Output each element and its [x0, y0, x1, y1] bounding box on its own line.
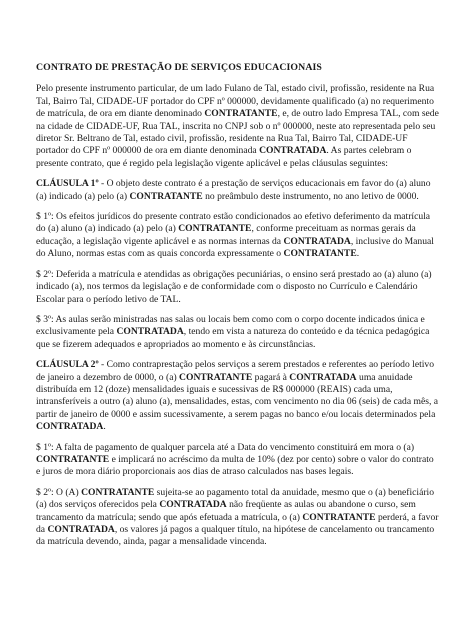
c2p2-bold-3: CONTRATANTE	[302, 511, 376, 523]
clause-1-paragraph-3	[36, 314, 440, 351]
clause-1-bold-contratante: CONTRATANTE	[129, 190, 203, 202]
c2p1-text-2: e implicará no acréscimo da multa de 10% (dez por cento) sobre o valor do contrato e juros de mora diário proporcionais aos dias de atraso calculados nas bases legais.	[36, 453, 434, 478]
c2p2-bold-1: CONTRATANTE	[81, 486, 155, 498]
clause-2-bold-3: CONTRATADA	[36, 421, 104, 433]
c1p1-text-1: $ 1º: Os efeitos jurídicos do presente contrato estão condicionados ao efetivo deferimento da matrícula do (a) aluno (a) indicado (a) pelo (a)	[36, 211, 431, 235]
clause-2-bold-2: CONTRATADA	[289, 371, 357, 383]
intro-paragraph	[36, 83, 440, 170]
clause-1-text-2: no preâmbulo deste instrumento, no ano letivo de 0000.	[202, 190, 419, 202]
c2p2-text-2: sujeita-se ao pagamento total da anuidade, mesmo que o (a) beneficiário (a) dos serviços oferecidos pela	[36, 486, 434, 511]
intro-bold-contratada: CONTRATADA	[259, 145, 327, 157]
c2p1-bold-1: CONTRATANTE	[36, 453, 110, 465]
c2p2-text-3: não freqüente as aulas ou abandone o curso, sem trancamento da matrícula; sendo que após efetuada a matrícula, o (a)	[36, 499, 416, 523]
clause-2-paragraph-2	[36, 487, 440, 549]
document-title: CONTRATO DE PRESTAÇÃO DE SERVIÇOS EDUCACIONAIS	[36, 62, 322, 73]
c1p1-bold-3: CONTRATANTE	[283, 248, 357, 260]
clause-2-paragraph	[36, 359, 440, 433]
clause-1-text-1: - O objeto deste contrato é a prestação de serviços educacionais em favor do (a) aluno (a) indicado (a) pelo (a)	[36, 178, 431, 202]
clause-2-text-4: .	[103, 421, 106, 433]
c2p2-text-4: perderá, a favor da	[36, 511, 439, 535]
c2p2-bold-2: CONTRATADA	[159, 499, 227, 511]
c1p1-text-4: .	[356, 248, 360, 260]
c1p2-text-1: $ 2º: Deferida a matrícula e atendidas as obrigações pecuniárias, o ensino será prestado ao (a) aluno (a) indicado (a), nos termos da legislação e de conformidade com o disposto no Currículo e Calendário Escolar para o período letivo de TAL.	[36, 268, 432, 305]
c1p1-bold-1: CONTRATANTE	[178, 223, 252, 235]
c2p2-text-1: $ 2º: O (A)	[36, 486, 82, 498]
clause-1-paragraph	[36, 178, 440, 203]
clause-2-text-1: - Como contraprestação pelos serviços a serem prestados e referentes ao período letivo de janeiro a dezembro de 0000, o (a)	[36, 359, 434, 383]
intro-text-2: , e, de outro lado Empresa TAL, com sede na cidade de CIDADE-UF, Rua TAL, inscrita no CNPJ sob o nº 000000, neste ato representada pelo seu diretor Sr. Beltrano de Tal, estado civil, profissão, residente na Rua Tal, Bairro Tal, CIDADE-UF portador do CPF nº 000000 de ora em diante denominada	[36, 108, 439, 157]
c2p2-text-5: , os valores já pagos a qualquer título, na hipótese de cancelamento ou trancamento da matrícula devendo, ainda, pagar a mensalidade vincenda.	[36, 524, 435, 548]
clause-2-heading: CLÁUSULA 2º	[36, 359, 99, 371]
c1p3-text-2: , tendo em vista a natureza do conteúdo e da técnica pedagógica que se fizerem adequados e apropriados ao momento e às circunstâncias.	[36, 326, 430, 350]
intro-text-1: Pelo presente instrumento particular, de um lado Fulano de Tal, estado civil, profissão, residente na Rua Tal, Bairro Tal, CIDADE-UF portador do CPF nº 000000, devidamente qualificado (a) no requerimento de matrícula, de ora em diante denominado	[36, 83, 435, 120]
clause-2-paragraph-1	[36, 442, 440, 479]
clause-2-bold-1: CONTRATANTE	[179, 371, 253, 383]
clause-1-paragraph-2	[36, 269, 440, 306]
clause-2-text-3: uma anuidade distribuída em 12 (doze) mensalidades iguais e sucessivas de R$ 000000 (REAIS) cada uma, intransferíveis a outro (a) aluno (a), mensalidades, estas, com vencimento no dia 06 (seis) de cada mês, a partir de janeiro de 0000 e assim sucessivamente, a serem pagas no banco e/ou locais determinados pela	[36, 371, 438, 420]
intro-bold-contratante: CONTRATANTE	[204, 108, 278, 120]
clause-1-paragraph-1	[36, 211, 440, 261]
c1p3-bold-1: CONTRATADA	[116, 326, 184, 338]
c1p1-text-2: , conforme preceituam as normas gerais da educação, a legislação vigente aplicável e as normas internas da	[36, 223, 416, 247]
intro-text-3: . As partes celebram o presente contrato, que é regido pela legislação vigente aplicável e pelas cláusulas seguintes:	[36, 145, 412, 169]
c2p2-bold-4: CONTRATADA	[47, 524, 115, 535]
c2p1-text-1: $ 1º: A falta de pagamento de qualquer parcela até a Data do vencimento constituirá em mora o (a)	[36, 441, 415, 453]
c1p3-text-1: $ 3º: As aulas serão ministradas nas salas ou locais bem como com o corpo docente indicados única e exclusivamente pela	[36, 313, 425, 338]
clause-1-heading: CLÁUSULA 1º	[36, 178, 99, 190]
c1p1-bold-2: CONTRATADA	[283, 235, 351, 247]
c1p1-text-3: , inclusive do Manual do Aluno, normas estas com as quais concorda expressamente o	[36, 235, 434, 260]
clause-2-text-2: pagará à	[252, 371, 290, 383]
